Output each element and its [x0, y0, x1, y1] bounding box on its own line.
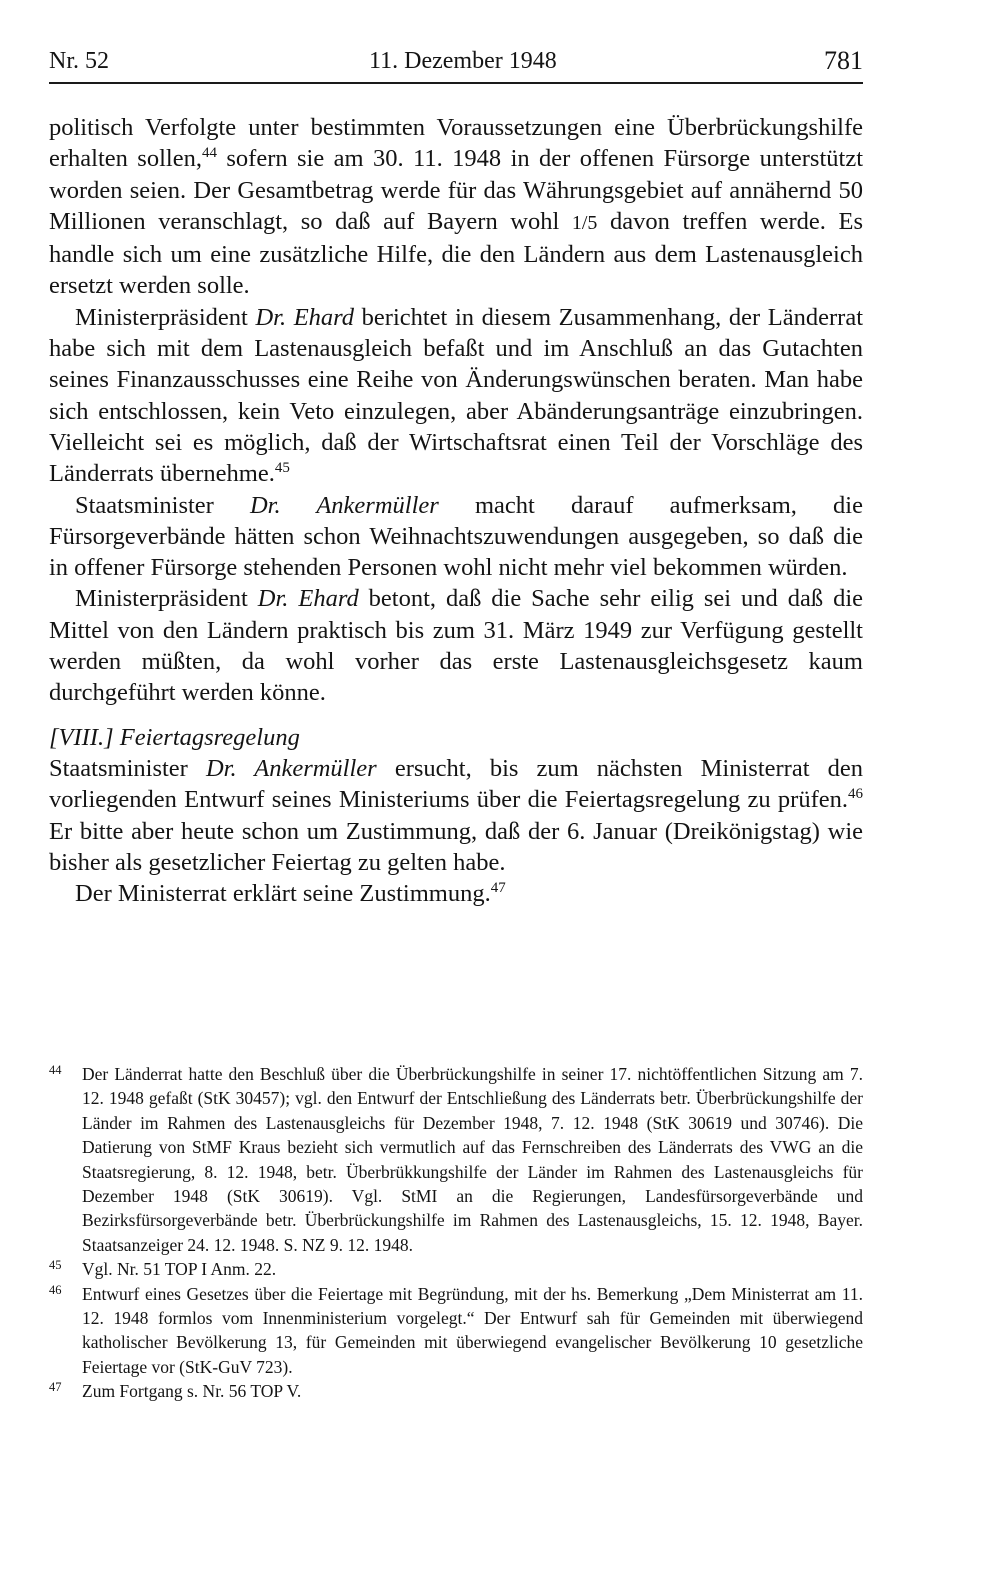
paragraph-3: [49, 490, 863, 584]
footnote-ref-45[interactable]: 45: [274, 460, 290, 477]
footnote-number: 46: [49, 1282, 62, 1297]
footnote: [49, 1257, 863, 1281]
footnote: [49, 1282, 863, 1380]
session-date: 11. Dezember 1948: [369, 48, 557, 74]
paragraph-6: [49, 878, 863, 909]
footnote-text: Vgl. Nr. 51 TOP I Anm. 22.: [82, 1259, 277, 1280]
footnote-number: 45: [49, 1258, 62, 1273]
footnote-number: 47: [49, 1380, 62, 1395]
footnote-ref-44[interactable]: 44: [201, 145, 217, 162]
page-header: [49, 44, 863, 78]
fraction-one-fifth: 1/5: [571, 211, 598, 234]
document-number: Nr. 52: [49, 48, 109, 74]
footnotes: [49, 1062, 863, 1404]
paragraph-3-text-a: Staatsminister: [75, 491, 250, 519]
footnote-ref-47[interactable]: 47: [490, 880, 506, 897]
footnote: [49, 1379, 863, 1403]
footnote-text: Der Länderrat hatte den Beschluß über die Überbrückungshilfe in seiner 17. nichtöffentlichen Sitzung am 7. 12. 1948 gefaßt (StK 30457); vgl. den Entwurf der Entschließung des Länderrats betr. Überbrückungshilfe der Länder im Rahmen des Lastenausgleichs für Dezember 1948, 7. 12. 1948 (StK 30619 und 30746). Die Datierung von StMF Kraus bezieht sich vermutlich auf das Fernschreiben des Länderrats des VWG an die Staatsregierung, 8. 12. 1948, betr. Überbrükkungshilfe der Länder im Rahmen des Lastenausgleichs für Dezember 1948 (StK 30619). Vgl. StMI an die Regierungen, Landesfürsorgeverbände und Bezirksfürsorgeverbände betr. Überbrückungshilfe im Rahmen des Lastenausgleichs, 15. 12. 1948, Bayer. Staatsanzeiger 24. 12. 1948. S. NZ 9. 12. 1948.: [82, 1064, 863, 1255]
paragraph-1-text-c: davon treffen werde. Es handle sich um eine zusätzliche Hilfe, die den Ländern aus dem Lastenausgleich ersetzt werden solle.: [49, 207, 863, 300]
footnote-number: 44: [49, 1063, 62, 1077]
paragraph-4-text-a: Ministerpräsident: [75, 585, 258, 613]
paragraph-4: [49, 583, 863, 708]
paragraph-1: [49, 112, 863, 302]
paragraph-1-text-a: politisch Verfolgte unter bestimmten Voraussetzungen eine Überbrückungshilfe erhalten sollen,: [49, 114, 863, 173]
paragraph-1-text-b: sofern sie am 30. 11. 1948 in der offenen Fürsorge unterstützt worden seien. Der Gesamtbetrag werde für das Währungsgebiet auf annähernd 50 Millionen veranschlagt, so daß auf Bayern wohl: [49, 145, 863, 235]
paragraph-2-text-a: Ministerpräsident: [75, 303, 256, 331]
section-heading: [49, 722, 863, 753]
speaker-name: Dr. Ehard: [255, 303, 355, 331]
speaker-name: Dr. Ankermüller: [205, 754, 377, 782]
footnote-text: Entwurf eines Gesetzes über die Feiertage mit Begründung, mit der hs. Bemerkung „Dem Ministerrat am 11. 12. 1948 formlos vom Innenministerium vorgelegt.“ Der Entwurf sah für Gemeinden mit überwiegend katholischer Bevölkerung 13, für Gemeinden mit überwiegend evangelischer Bevölkerung 10 gesetzliche Feiertage vor (StK-GuV 723).: [82, 1283, 863, 1377]
main-text: [49, 112, 863, 909]
speaker-name: Dr. Ankermüller: [249, 491, 439, 519]
footnote: [49, 1062, 863, 1257]
footnote-ref-46[interactable]: 46: [848, 786, 863, 803]
speaker-name: Dr. Ehard: [257, 585, 359, 613]
header-rule: [49, 82, 863, 84]
paragraph-6-text-a: Der Ministerrat erklärt seine Zustimmung.: [75, 880, 491, 908]
page-number: 781: [824, 46, 863, 75]
paragraph-4-text-b: betont, daß die Sache sehr eilig sei und daß die Mittel von den Ländern praktisch bis zum 31. März 1949 zur Verfügung gestellt werden müßten, da wohl vorher das erste Lastenausgleichsgesetz kaum durchgeführt werden könne.: [49, 585, 863, 707]
section-heading-text: [VIII.] Feiertagsregelung: [49, 723, 300, 751]
paragraph-2-text-b: berichtet in diesem Zusammenhang, der Länderrat habe sich mit dem Lastenausgleich befaßt und im Anschluß an das Gutachten seines Finanzausschusses eine Reihe von Änderungswünschen beraten. Man habe sich entschlossen, kein Veto einzulegen, aber Abänderungsanträge einzubringen. Vielleicht sei es möglich, daß der Wirtschaftsrat einen Teil der Vorschläge des Länderrats übernehme.: [49, 303, 864, 488]
paragraph-5-text-b: ersucht, bis zum nächsten Ministerrat den vorliegenden Entwurf seines Ministeriums über die Feiertagsregelung zu prüfen.: [49, 754, 863, 814]
paragraph-2: [49, 302, 863, 490]
footnote-text: Zum Fortgang s. Nr. 56 TOP V.: [82, 1381, 302, 1402]
paragraph-3-text-b: macht darauf aufmerksam, die Fürsorgeverbände hätten schon Weihnachtszuwendungen ausgegeben, so daß die in offener Fürsorge stehenden Personen wohl nicht mehr viel bekommen würden.: [49, 491, 863, 582]
paragraph-5: [49, 753, 863, 878]
paragraph-5-text-c: Er bitte aber heute schon um Zustimmung, daß der 6. Januar (Dreikönigstag) wie bisher als gesetzlicher Feiertag zu gelten habe.: [49, 817, 863, 876]
document-page: [49, 0, 863, 1595]
paragraph-5-text-a: Staatsminister: [49, 754, 206, 782]
